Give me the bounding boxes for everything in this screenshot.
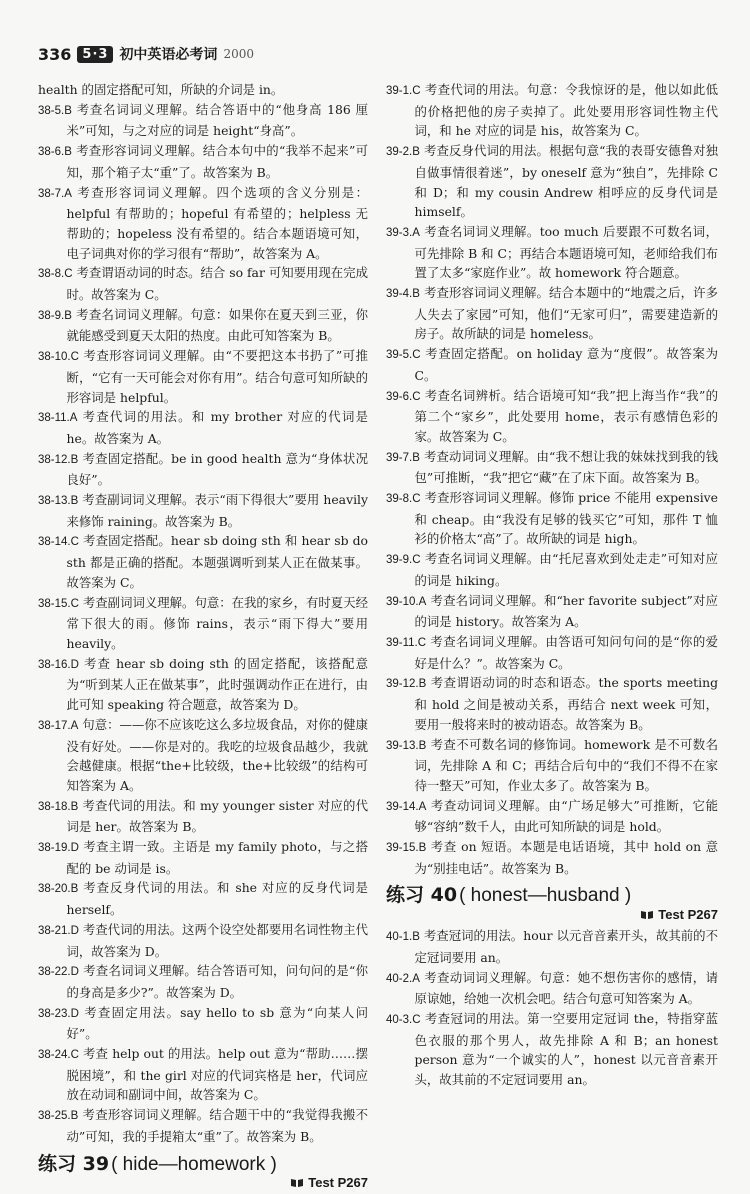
answer-list-40 xyxy=(386,926,718,1090)
answer-number: 39-4.B xyxy=(386,288,420,301)
answer-explanation: 考查 on 短语。本题是电话语境，其中 hold on 意为“别挂电话”。故答案为 B。 xyxy=(414,839,718,876)
answer-explanation: 考查固定用法。say hello to sb 意为“向某人问好”。 xyxy=(66,1004,368,1042)
answer-item xyxy=(38,1044,368,1105)
answer-explanation: 考查形容词词义理解。结合本题中的“地震之后，许多人失去了家园”可知，他们“无家可归”，需要建造新的房子。故所缺的词是 homeless。 xyxy=(414,285,718,342)
answer-explanation: 考查代词的用法。句意：令我惊讶的是，他以如此低的价格把他的房子卖掉了。此处要用形容词性物主代词，和 he 对应的词是 his，故答案为 C。 xyxy=(414,82,718,139)
answer-explanation: 考查谓语动词的时态和语态。the sports meeting 和 hold 之间是被动关系，再结合 next week 可知，要用一般将来时的被动语态。故答案为 B。 xyxy=(414,675,718,732)
answer-explanation: 考查副词词义理解。句意：在我的家乡，有时夏天经常下很大的雨。修饰 rains，表示“雨下得大”要用 heavily。 xyxy=(66,594,368,651)
book-title: 初中英语必考词 xyxy=(119,47,218,63)
answer-list-39 xyxy=(386,80,718,878)
section-heading-40 xyxy=(386,886,718,906)
answer-number: 38-7.A xyxy=(38,187,72,200)
answer-explanation: 考查形容词词义理解。结合题干中的“我觉得我搬不动”可知，我的手提箱太“重”了。故答案为 B。 xyxy=(66,1107,368,1144)
answer-number: 39-10.A xyxy=(386,595,427,608)
answer-item xyxy=(386,344,718,385)
answer-item xyxy=(386,968,718,1009)
answer-item xyxy=(386,926,718,967)
answer-item xyxy=(38,141,368,182)
answer-item xyxy=(38,878,368,919)
answer-number: 38-6.B xyxy=(38,146,72,159)
answer-number: 38-11.A xyxy=(38,412,78,425)
answer-number: 39-1.C xyxy=(386,85,421,97)
answer-item xyxy=(386,447,718,488)
answer-item xyxy=(386,80,718,141)
answer-list-38 xyxy=(38,100,368,1147)
page-header xyxy=(38,42,254,66)
test-reference xyxy=(386,906,718,924)
answer-number: 39-13.B xyxy=(386,739,427,752)
answer-explanation: 考查名词词义理解。句意：如果你在夏天到三亚，你就能感受到夏天太阳的热度。由此可知答案为 B。 xyxy=(66,306,369,344)
answer-explanation: 考查名词词义理解。由答语可知问句问的是“你的爱好是什么？”。故答案为 C。 xyxy=(414,633,718,671)
answer-number: 38-25.B xyxy=(38,1110,79,1123)
answer-item xyxy=(38,837,368,878)
answer-explanation: 考查固定搭配。be in good health 意为“身体状况良好”。 xyxy=(66,450,368,488)
answer-item xyxy=(38,961,368,1002)
answer-number: 39-5.C xyxy=(386,349,421,362)
answer-explanation: 考查 help out 的用法。help out 意为“帮助……摆脱困境”，和 the girl 对应的代词宾格是 her，代词应放在动词和副词中间，故答案为 C。 xyxy=(66,1046,368,1103)
answer-explanation: 句意：——你不应该吃这么多垃圾食品，对你的健康没有好处。——你是对的。我吃的垃圾食品越少，我就会越健康。根据“the+比较级，the+比较级”的结构可知答案为 A。 xyxy=(66,716,368,793)
answer-explanation: 考查形容词词义理解。四个选项的含义分别是：helpful 有帮助的；hopeful 有希望的；helpless 无帮助的；hopeless 没有希望的。结合本题语境可知，电子词典对你的学习很有“帮助”，故答案为 A。 xyxy=(66,184,368,261)
answer-number: 38-8.C xyxy=(38,268,73,281)
answer-number: 39-11.C xyxy=(386,636,427,649)
answer-number: 38-16.D xyxy=(38,658,79,671)
continuation-text: health 的固定搭配可知，所缺的介词是 in。 xyxy=(38,82,284,97)
answer-item xyxy=(38,305,368,346)
test-reference-label: Test P267 xyxy=(308,1175,368,1191)
answer-number: 39-6.C xyxy=(386,390,421,403)
answer-explanation: 考查不可数名词的修饰词。homework 是不可数名词，先排除 A 和 C；再结合后句中的“我们不得不在家待一整天”可知，作业太多了。故答案为 B。 xyxy=(414,736,718,793)
answer-explanation: 考查动词词义理解。由“广场足够大”可推断，它能够“容纳”数千人，由此可知所缺的词是 hold。 xyxy=(414,797,718,835)
answer-explanation: 考查谓语动词的时态。结合 so far 可知要用现在完成时。故答案为 C。 xyxy=(66,265,368,303)
answer-number: 38-12.B xyxy=(38,453,79,466)
answer-item xyxy=(38,920,368,961)
brand-logo: 5·3 xyxy=(77,46,113,63)
answer-number: 39-7.B xyxy=(386,451,420,464)
book-icon xyxy=(640,910,654,920)
answer-explanation: 考查冠词的用法。hour 以元音音素开头，故其前的不定冠词要用 an。 xyxy=(414,928,718,965)
answer-number: 38-21.D xyxy=(38,924,79,937)
answer-explanation: 考查形容词词义理解。由“不要把这本书扔了”可推断，“它有一天可能会对你有用”。结合句意可知所缺的形容词是 helpful。 xyxy=(66,348,368,405)
answer-explanation: 考查名词词义理解。由“托尼喜欢到处走走”可知对应的词是 hiking。 xyxy=(414,551,718,588)
answer-number: 40-1.B xyxy=(386,931,420,944)
answer-item xyxy=(38,593,368,654)
answer-explanation: 考查反身代词的用法。和 she 对应的反身代词是 herself。 xyxy=(66,880,368,918)
test-reference-label: Test P267 xyxy=(658,907,718,923)
section-range: ( hide—homework ) xyxy=(111,1153,277,1175)
answer-item xyxy=(386,591,718,632)
answer-explanation: 考查主谓一致。主语是 my family photo，与之搭配的 be 动词是 is。 xyxy=(66,839,368,876)
answer-explanation: 考查固定搭配。hear sb doing sth 和 hear sb do sth 都是正确的搭配。本题强调听到某人正在做某事。故答案为 C。 xyxy=(66,533,368,590)
answer-number: 38-15.C xyxy=(38,597,79,610)
page-number: 336 xyxy=(38,44,72,64)
answer-number: 38-17.A xyxy=(38,719,79,732)
answer-item xyxy=(38,407,368,448)
answer-number: 39-2.B xyxy=(386,146,420,159)
right-column xyxy=(386,80,718,1090)
answer-item xyxy=(38,263,368,304)
answer-explanation: 考查形容词词义理解。结合本句中的“我举不起来”可知，那个箱子太“重”了。故答案为 B。 xyxy=(66,143,368,180)
answer-number: 38-23.D xyxy=(38,1007,79,1020)
answer-explanation: 考查名词词义理解。和“her favorite subject”对应的词是 history。故答案为 A。 xyxy=(414,592,718,630)
book-icon xyxy=(290,1178,304,1188)
answer-number: 39-3.A xyxy=(386,226,420,239)
answer-number: 38-18.B xyxy=(38,800,79,813)
answer-item xyxy=(38,100,368,141)
answer-item xyxy=(386,141,718,222)
answer-number: 39-12.B xyxy=(386,678,427,691)
answer-number: 38-13.B xyxy=(38,495,79,508)
answer-number: 38-20.B xyxy=(38,883,79,896)
answer-explanation: 考查 hear sb doing sth 的固定搭配，该搭配意为“听到某人正在做某事”，此时强调动作正在进行，由此可知 speaking 符合题意，故答案为 D。 xyxy=(66,655,368,713)
answer-item xyxy=(386,386,718,447)
answer-number: 38-24.C xyxy=(38,1049,79,1062)
answer-number: 38-5.B xyxy=(38,104,72,117)
answer-item xyxy=(386,796,718,837)
section-heading-39 xyxy=(38,1152,368,1175)
answer-item xyxy=(386,632,718,673)
answer-explanation: 考查动词词义理解。由“我不想让我的妹妹找到我的钱包”可推断，“我”把它“藏”在了床下面。故答案为 B。 xyxy=(414,448,718,486)
answer-number: 38-10.C xyxy=(38,351,79,364)
answer-explanation: 考查动词词义理解。句意：她不想伤害你的感情，请原谅她，给她一次机会吧。结合句意可知答案为 A。 xyxy=(414,969,718,1007)
book-year: 2000 xyxy=(223,47,254,61)
answer-item xyxy=(38,1003,368,1044)
answer-item xyxy=(386,222,718,283)
answer-explanation: 考查形容词词义理解。修饰 price 不能用 expensive 和 cheap。由“我没有足够的钱买它”可知，那件 T 恤衫的价格太“高”了。故所缺的词是 high。 xyxy=(414,490,718,547)
answer-number: 38-9.B xyxy=(38,309,72,322)
answer-item xyxy=(386,673,718,734)
answer-item xyxy=(38,531,368,592)
answer-item xyxy=(386,735,718,796)
answer-item xyxy=(38,183,368,264)
section-title: 练习 39 xyxy=(38,1152,110,1175)
answer-item xyxy=(38,1105,368,1146)
answer-item xyxy=(38,715,368,796)
answer-number: 39-14.A xyxy=(386,800,427,813)
answer-item xyxy=(386,549,718,590)
answer-item xyxy=(38,654,368,715)
answer-item xyxy=(38,490,368,531)
answer-item xyxy=(386,1009,718,1090)
answer-item xyxy=(386,283,718,344)
answer-explanation: 考查名词辨析。结合语境可知“我”把上海当作“我”的第二个“家乡”，此处要用 home，表示有感情色彩的家。故答案为 C。 xyxy=(414,387,718,444)
answer-explanation: 考查固定搭配。on holiday 意为“度假”。故答案为 C。 xyxy=(414,346,718,383)
answer-item xyxy=(38,346,368,407)
answer-number: 38-19.D xyxy=(38,842,79,855)
answer-number: 40-2.A xyxy=(386,972,420,985)
answer-item xyxy=(386,488,718,549)
answer-explanation: 考查代词的用法。这两个设空处都要用名词性物主代词，故答案为 D。 xyxy=(66,921,368,959)
answer-item xyxy=(38,449,368,490)
answer-number: 39-9.C xyxy=(386,554,421,567)
answer-item xyxy=(386,837,718,878)
answer-item xyxy=(38,796,368,837)
left-column xyxy=(38,80,368,1194)
answer-explanation: 考查名词词义理解。too much 后要跟不可数名词，可先排除 B 和 C；再结合本题语境可知，老师给我们布置了太多“家庭作业”。故 homework 符合题意。 xyxy=(414,223,718,281)
answer-explanation: 考查代词的用法。和 my younger sister 对应的代词是 her。故答案为 B。 xyxy=(66,797,368,835)
test-reference xyxy=(38,1174,368,1192)
answer-explanation: 考查名词词义理解。结合答语中的“他身高 186 厘米”可知，与之对应的词是 height“身高”。 xyxy=(66,101,368,139)
answer-explanation: 考查冠词的用法。第一空要用定冠词 the，特指穿蓝色衣服的那个男人，故先排除 A 和 B；an honest person 意为“一个诚实的人”，honest 以元音音素开头，故其前的不定冠词要用 an。 xyxy=(414,1010,718,1088)
section-title: 练习 40 xyxy=(386,884,458,907)
answer-number: 39-15.B xyxy=(386,842,427,855)
answer-number: 39-8.C xyxy=(386,493,421,506)
answer-explanation: 考查代词的用法。和 my brother 对应的代词是 he。故答案为 A。 xyxy=(66,409,368,446)
answer-explanation: 考查名词词义理解。结合答语可知，问句问的是“你的身高是多少?”。故答案为 D。 xyxy=(66,963,368,1000)
section-range: ( honest—husband ) xyxy=(459,885,632,907)
answer-explanation: 考查反身代词的用法。根据句意“我的表哥安德鲁对独自做事情很着迷”，by oneself 意为“独自”，先排除 C 和 D；和 my cousin Andrew 相呼应的反身代词是 himself。 xyxy=(414,143,718,220)
answer-number: 38-14.C xyxy=(38,536,79,549)
answer-number: 38-22.D xyxy=(38,966,79,979)
answer-number: 40-3.C xyxy=(386,1013,421,1026)
answer-explanation: 考查副词词义理解。表示“雨下得很大”要用 heavily 来修饰 raining。故答案为 B。 xyxy=(66,492,368,529)
